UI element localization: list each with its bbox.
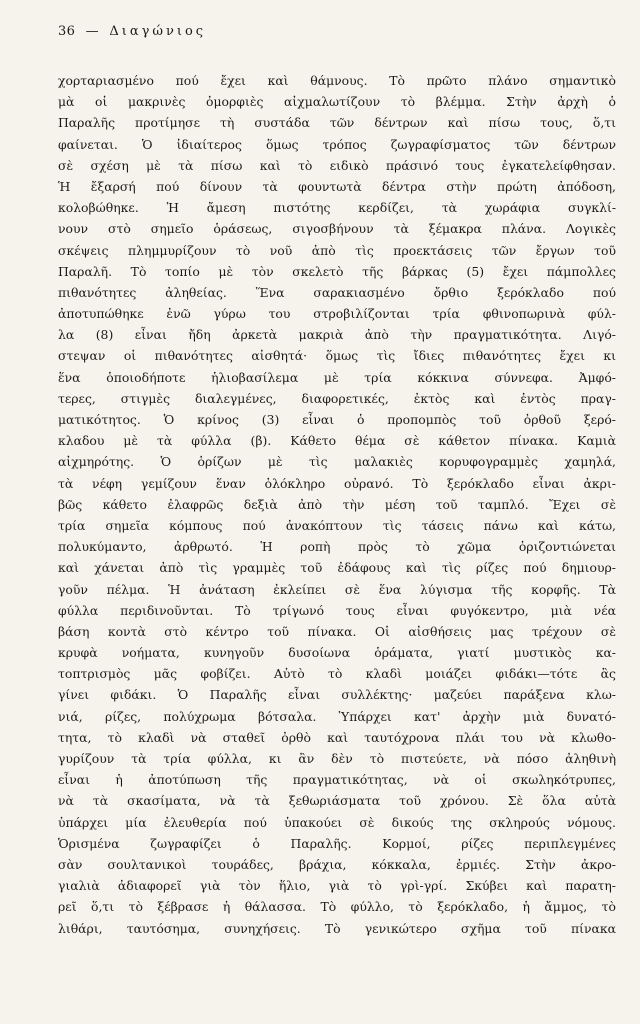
text-line: νιά, ρίζες, πολύχρωμα βότσαλα. Ὑπάρχει κατ' ἀρχὴν μιὰ δυνατό-: [58, 708, 616, 724]
text-line: νὰ τὰ σκασίματα, νὰ τὰ ξεθωριάσματα τοῦ χρόνου. Σὲ ὅλα αὐτὰ: [58, 793, 616, 809]
running-title: Διαγώνιος: [109, 24, 207, 39]
page-number: 36: [58, 24, 76, 39]
text-line: ὑπάρχει μία ἐλευθερία πού ὑπακούει σὲ δικούς της σκληρούς νόμους.: [58, 814, 616, 830]
text-line: Παραλῆ. Τὸ τοπίο μὲ τὸν σκελετὸ τῆς βάρκας (5) ἔχει πάμπολλες: [58, 263, 616, 279]
text-line: χορταριασμένο πού ἔχει καὶ θάμνους. Τὸ πρῶτο πλάνο σημαντικὸ: [58, 73, 616, 88]
text-line: γυρίζουν τὰ τρία φύλλα, κι ἂν δὲν τὸ πιστεύετε, νὰ πόσο ἀληθινὴ: [58, 751, 616, 766]
running-head: [58, 24, 206, 39]
text-line: τρία σημεῖα κόμπους πού ἀνακόπτουν τὶς τάσεις πάνω καὶ κάτω,: [58, 517, 616, 533]
text-line: πολυκύμαντο, ἀρθρωτό. Ἡ ροπὴ πρὸς τὸ χῶμα ὁριζοντιώνεται: [58, 539, 616, 555]
text-line: κρυφὰ νοήματα, κυνηγοῦν δυσοίωνα ὁράματα, γιατί μυστικὸς κα-: [58, 645, 616, 661]
text-line: ματικότητος. Ὁ κρίνος (3) εἶναι ὁ προπομπὸς τοῦ ὀρθοῦ ξερό-: [58, 412, 616, 427]
text-line: σκέψεις πλημμυρίζουν τὸ νοῦ ἀπὸ τὶς προεκτάσεις τῶν ἔργων τοῦ: [58, 242, 616, 258]
text-line: βάση κοντὰ στὸ κέντρο τοῦ πίνακα. Οἱ αἰσθήσεις μας τρέχουν σὲ: [58, 623, 616, 639]
text-line: γοῦν πέλμα. Ἡ ἀνάταση ἐκλείπει σὲ ἕνα λύγισμα τῆς κορφῆς. Τὰ: [58, 581, 616, 597]
text-line: κολοβώθηκε. Ἡ ἄμεση πιστότης κερδίζει, τὰ χωράφια συγκλί-: [58, 200, 616, 216]
text-line: νουν στὸ σημεῖο ὁράσεως, σιγοσβήνουν τὰ ξέμακρα πλάνα. Λογικὲς: [58, 221, 616, 237]
text-line: Ἡ ἔξαρσή πού δίνουν τὰ φουντωτὰ δέντρα στὴν πρώτη ἀπόδοση,: [58, 178, 616, 194]
body-text: [58, 70, 616, 939]
text-line: μὰ οἱ μακρινὲς ὀμορφιὲς αἰχμαλωτίζουν τὸ βλέμμα. Στὴν ἀρχὴ ὁ: [58, 94, 616, 110]
text-line: ρεῖ ὅ,τι τὸ ξέβρασε ἡ θάλασσα. Τὸ φύλλο, τὸ ξερόκλαδο, ἡ ἄμμος, τὸ: [58, 899, 616, 915]
header-dash: —: [85, 24, 99, 39]
text-line: φύλλα περιδινοῦνται. Τὸ τρίγωνό τους εἶναι φυγόκεντρο, μιὰ νέα: [58, 602, 616, 618]
text-line: γιαλιὰ ἀδιαφορεῖ γιὰ τὸν ἥλιο, γιὰ τὸ γρὶ-γρί. Σκύβει καὶ παρατη-: [58, 878, 616, 894]
text-line: λα (8) εἶναι ἤδη ἀρκετὰ μακριὰ ἀπὸ τὴν πραγματικότητα. Λιγό-: [58, 327, 616, 343]
text-line: πιθανότητες ἀληθείας. Ἕνα σαρακιασμένο ὄρθιο ξερόκλαδο πού: [58, 284, 616, 300]
text-line: σὲ σχέση μὲ τὰ πίσω καὶ τὸ ειδικὸ πράσινό τους ἐγκατελείφθησαν.: [58, 157, 616, 173]
text-line: βῶς κάθετο ἐλαφρῶς δεξιὰ ἀπὸ τὴν μέση τοῦ ταμπλό. Ἔχει σὲ: [58, 496, 616, 512]
text-line: κλαδου μὲ τὰ φύλλα (β). Κάθετο θέμα σὲ κάθετον πίνακα. Καμιὰ: [58, 433, 616, 449]
text-line: τητα, τὸ κλαδὶ νὰ σταθεῖ ὀρθὸ καὶ ταυτόχρονα πλάι του νὰ κλωθο-: [58, 729, 616, 745]
text-line: λιθάρι, ταυτόσημα, συνηχήσεις. Τὸ γενικώτερο σχῆμα τοῦ πίνακα: [58, 920, 616, 936]
text-line: εἶναι ἡ ἀποτύπωση τῆς πραγματικότητας, νὰ οἱ σκωληκότρυπες,: [58, 772, 616, 788]
text-line: γίνει φιδάκι. Ὁ Παραλῆς εἶναι συλλέκτης· μαζεύει παράξενα κλω-: [58, 687, 616, 703]
text-line: φαίνεται. Ὁ ἰδιαίτερος ὅμως τρόπος ζωγραφίσματος τῶν δέντρων: [58, 136, 616, 152]
text-line: αἰχμηρότης. Ὁ ὁρίζων μὲ τὶς μαλακιὲς κορυφογραμμὲς χαμηλά,: [58, 454, 616, 470]
text-line: τερες, στιγμὲς διαλεγμένες, διαφορετικές, ἐκτὸς καὶ ἐντὸς πραγ-: [58, 390, 616, 406]
text-line: καὶ χάνεται ἀπὸ τὶς γραμμὲς τοῦ ἐδάφους καὶ τὶς ρίζες πού δημιουρ-: [58, 560, 616, 576]
text-line: ἕνα ὁποιοδήποτε ἡλιοβασίλεμα μὲ τρία κόκκινα σύννεφα. Ἀμφό-: [58, 369, 616, 385]
text-line: ἀποτυπώθηκε ἐνῶ γύρω του στροβιλίζονται τρία φθινοπωρινὰ φύλ-: [58, 306, 616, 322]
text-line: Παραλῆς προτίμησε τὴ συστάδα τῶν δέντρων καὶ πίσω τους, ὅ,τι: [58, 115, 616, 131]
text-line: σὰν σουλτανικοὶ τουράδες, βράχια, κόκκαλα, ἐρμιές. Στὴν ἀκρο-: [58, 856, 616, 872]
text-line: τοπτρισμὸς μᾶς φοβίζει. Αὐτὸ τὸ κλαδὶ μοιάζει φιδάκι—τότε ἂς: [58, 666, 616, 682]
text-line: Ὁρισμένα ζωγραφίζει ὁ Παραλῆς. Κορμοί, ρίζες περιπλεγμένες: [58, 835, 616, 851]
text-line: στεψαν οἱ πιθανότητες αἰσθητά· ὅμως τὶς ἴδιες πιθανότητες ἔχει κι: [58, 348, 616, 364]
text-line: τὰ νέφη γεμίζουν ἕναν ὁλόκληρο οὐρανό. Τὸ ξερόκλαδο εἶναι ἀκρι-: [58, 475, 616, 491]
